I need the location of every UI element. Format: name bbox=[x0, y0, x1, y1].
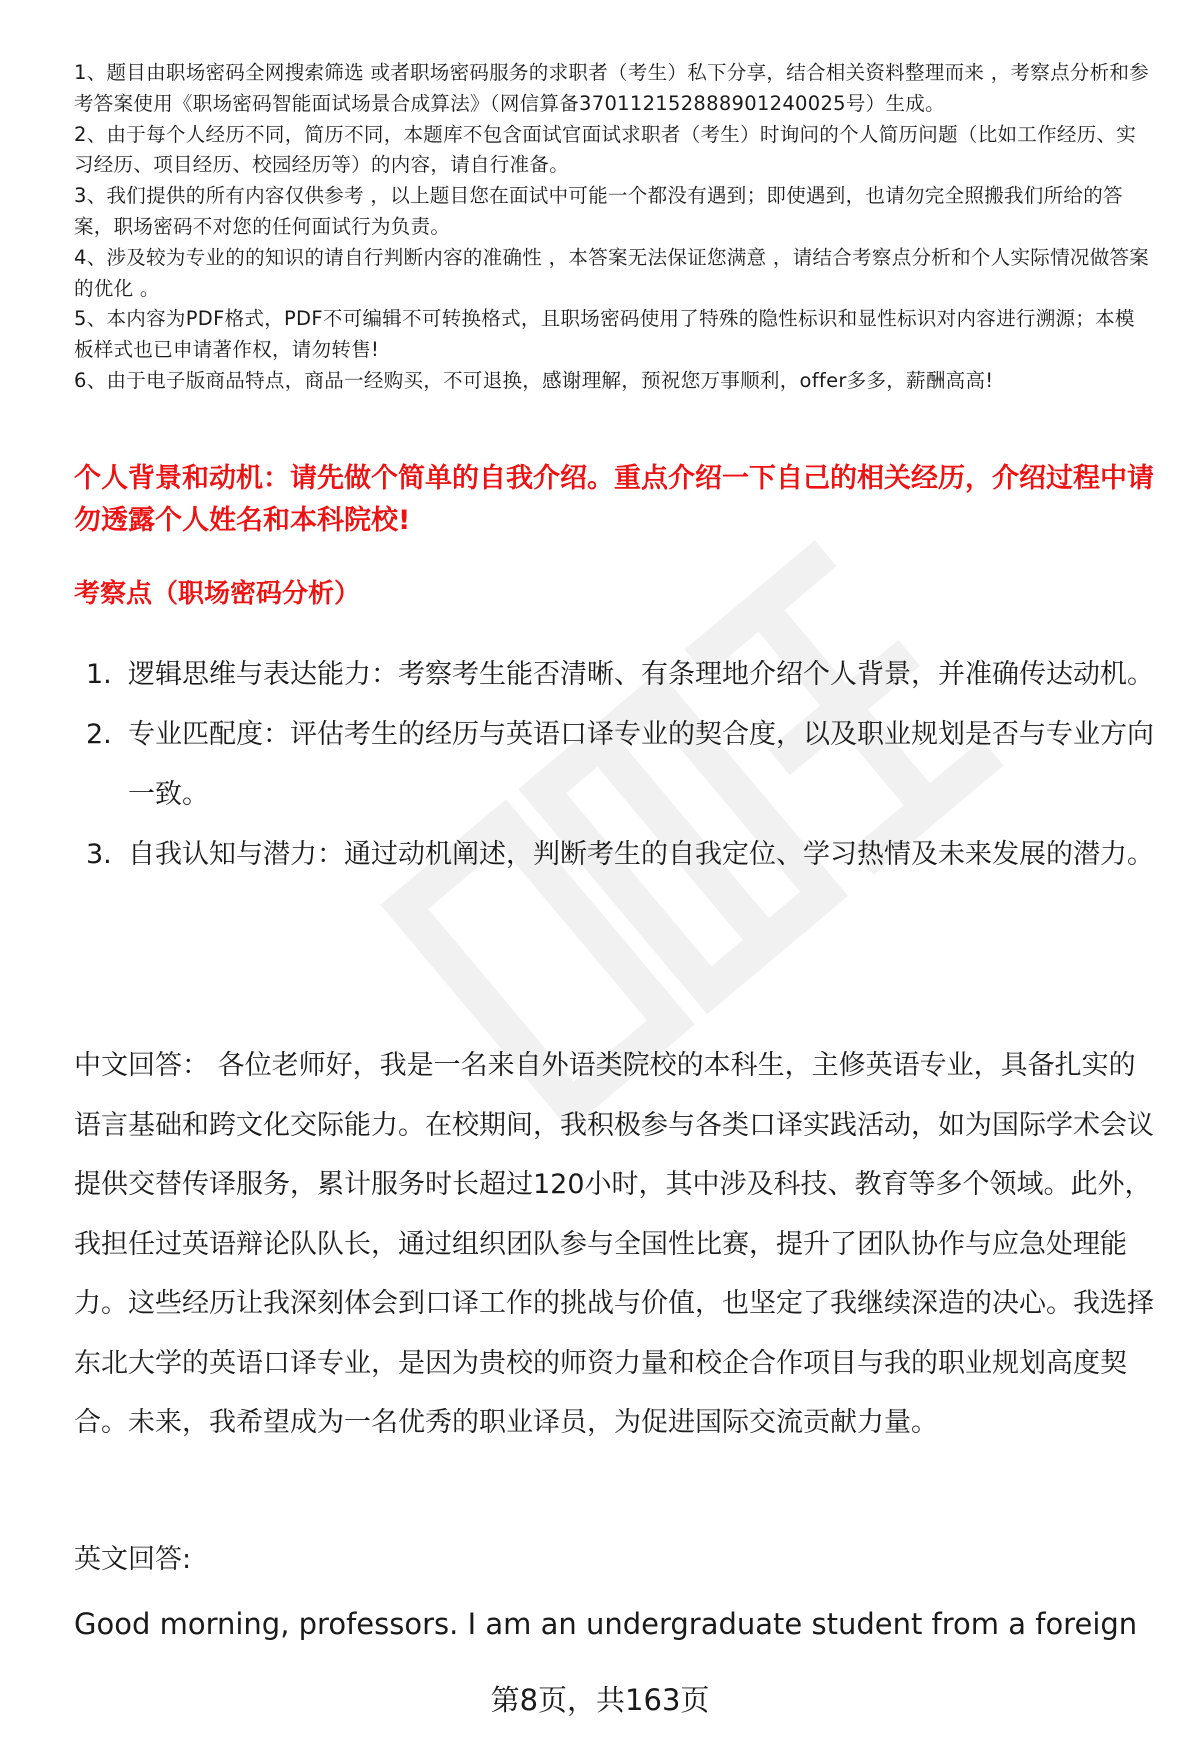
question-heading: 个人背景和动机：请先做个简单的自我介绍。重点介绍一下自己的相关经历，介绍过程中请勿透露个人姓名和本科院校! bbox=[74, 463, 1154, 536]
point-number: 3. bbox=[86, 839, 112, 870]
assessment-point bbox=[74, 705, 1154, 825]
chinese-answer: 中文回答： 各位老师好，我是一名来自外语类院校的本科生，主修英语专业，具备扎实的语言基础和跨文化交际能力。在校期间，我积极参与各类口译实践活动，如为国际学术会议提供交替传译服务，累计服务时长超过120小时，其中涉及科技、教育等多个领域。此外，我担任过英语辩论队队长，通过组织团队参与全国性比赛，提升了团队协作与应急处理能力。这些经历让我深刻体会到口译工作的挑战与价值，也坚定了我继续深造的决心。我选择东北大学的英语口译专业，是因为贵校的师资力量和校企合作项目与我的职业规划高度契合。未来，我希望成为一名优秀的职业译员，为促进国际交流贡献力量。 bbox=[74, 1050, 1154, 1438]
point-text: 专业匹配度：评估考生的经历与英语口译专业的契合度，以及职业规划是否与专业方向一致。 bbox=[128, 719, 1154, 810]
note-item: 6、由于电子版商品特点，商品一经购买，不可退换，感谢理解，预祝您万事顺利，offer多多，薪酬高高! bbox=[74, 368, 994, 392]
assessment-points-list bbox=[74, 645, 1154, 885]
assessment-point bbox=[74, 825, 1154, 885]
assessment-point bbox=[74, 645, 1154, 705]
point-text: 逻辑思维与表达能力：考察考生能否清晰、有条理地介绍个人背景，并准确传达动机。 bbox=[128, 659, 1154, 690]
point-number: 2. bbox=[86, 719, 112, 750]
english-answer-label: 英文回答: bbox=[74, 1544, 192, 1575]
point-text: 自我认知与潜力：通过动机阐述，判断考生的自我定位、学习热情及未来发展的潜力。 bbox=[128, 839, 1154, 870]
note-item: 1、题目由职场密码全网搜索筛选 或者职场密码服务的求职者（考生）私下分享，结合相关资料整理而来 ，考察点分析和参考答案使用《职场密码智能面试场景合成算法》（网信算备370112152888901240025号）生成。 bbox=[74, 61, 1150, 115]
page-number: 第8页，共163页 bbox=[490, 1683, 710, 1717]
note-item: 2、由于每个人经历不同，简历不同，本题库不包含面试官面试求职者（考生）时询问的个人简历问题（比如工作经历、实习经历、项目经历、校园经历等）的内容，请自行准备。 bbox=[74, 122, 1137, 177]
point-number: 1. bbox=[86, 659, 112, 690]
note-item: 3、我们提供的所有内容仅供参考 ，以上题目您在面试中可能一个都没有遇到；即使遇到，也请勿完全照搬我们所给的答案，职场密码不对您的任何面试行为负责。 bbox=[74, 184, 1123, 238]
note-item: 4、涉及较为专业的的知识的请自行判断内容的准确性 ，本答案无法保证您满意 ，请结合考察点分析和个人实际情况做答案的优化 。 bbox=[74, 245, 1150, 300]
note-item: 5、本内容为PDF格式，PDF不可编辑不可转换格式，且职场密码使用了特殊的隐性标识和显性标识对内容进行溯源；本模板样式也已申请著作权，请勿转售! bbox=[74, 307, 1135, 362]
disclaimer-notes bbox=[74, 58, 1154, 397]
english-answer: Good morning, professors. I am an undergraduate student from a foreign bbox=[74, 1607, 1138, 1641]
points-title: 考察点（职场密码分析） bbox=[74, 579, 361, 609]
